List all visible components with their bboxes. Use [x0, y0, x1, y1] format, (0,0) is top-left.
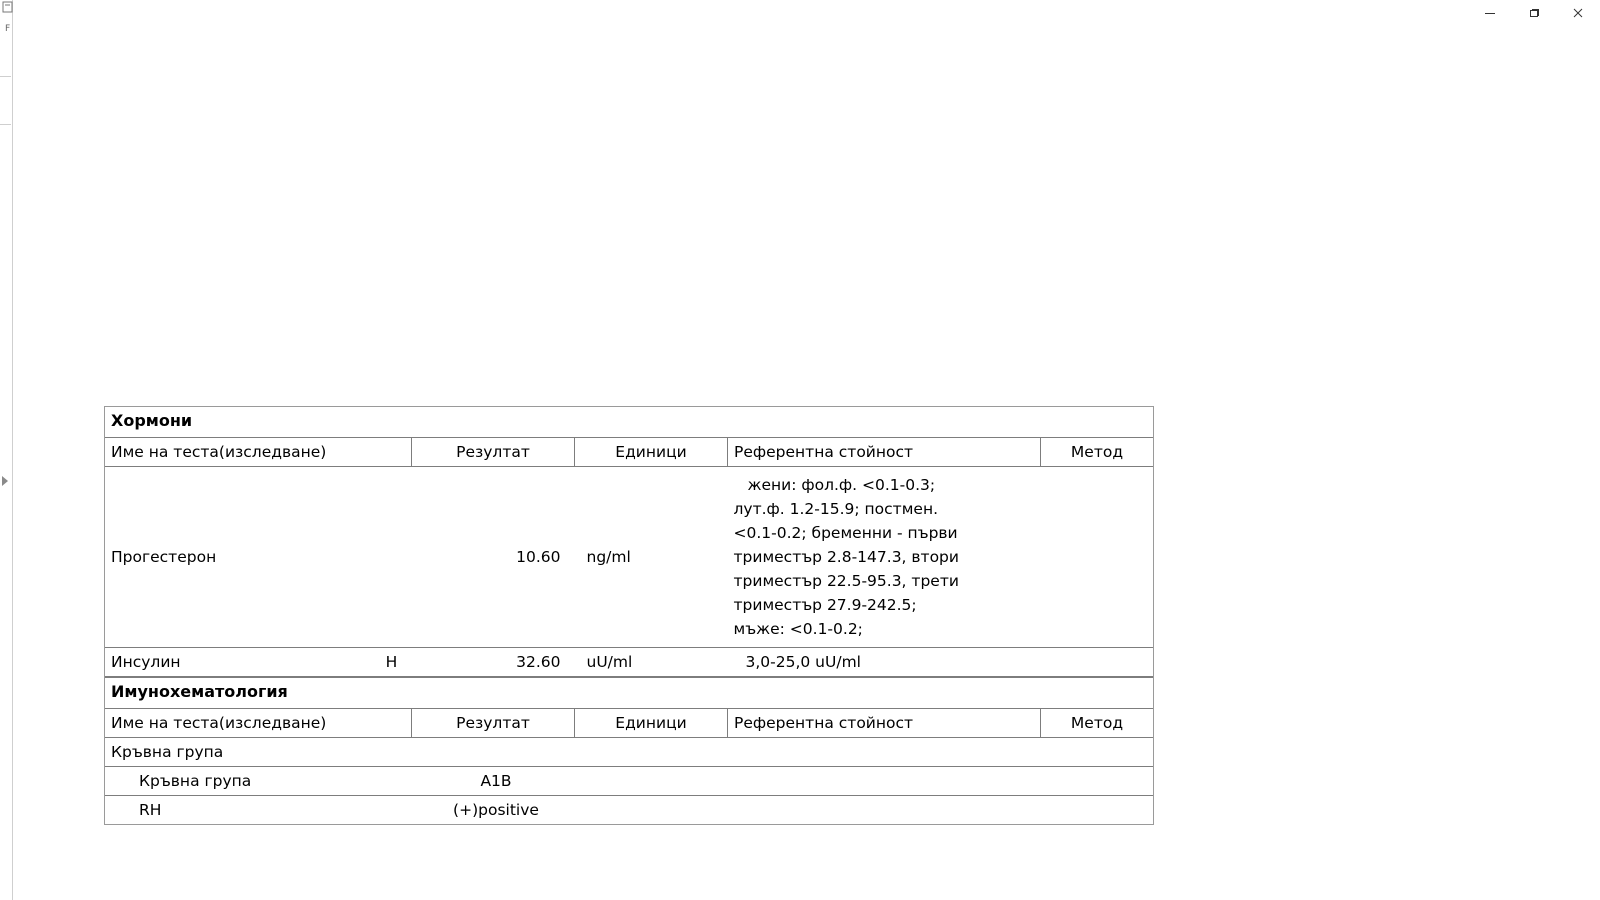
- table-row: [105, 766, 1153, 795]
- test-group-label: Кръвна група: [111, 742, 224, 761]
- test-name: Прогестерон: [105, 466, 372, 647]
- reference-range: [728, 766, 1041, 795]
- rail-segment-bottom: [0, 76, 11, 125]
- column-header-units: Единици: [575, 437, 728, 466]
- test-method: [1041, 766, 1154, 795]
- table-row: [105, 795, 1153, 824]
- test-result: 32.60: [412, 647, 575, 677]
- test-units: [575, 795, 728, 824]
- column-header-name: Име на теста(изследване): [105, 437, 412, 466]
- column-header-units: Единици: [575, 708, 728, 737]
- result-flag: [372, 466, 412, 647]
- column-header-row-hormones: [105, 437, 1153, 466]
- test-result: (+)positive: [412, 795, 575, 824]
- column-header-name: Име на теста(изследване): [105, 708, 412, 737]
- reference-range: [728, 795, 1041, 824]
- maximize-button[interactable]: [1512, 0, 1556, 26]
- result-flag: H: [372, 647, 412, 677]
- column-header-result: Резултат: [412, 708, 575, 737]
- column-header-method: Метод: [1041, 437, 1154, 466]
- test-result: A1B: [412, 766, 575, 795]
- test-name: RH: [105, 795, 412, 824]
- test-group-row: [105, 737, 1153, 766]
- window-titlebar: [0, 0, 1600, 26]
- column-header-reference: Референтна стойност: [728, 437, 1041, 466]
- lab-results-table: [105, 407, 1153, 824]
- reference-line: триместър 22.5-95.3, трети: [733, 571, 959, 590]
- section-title: Имунохематология: [105, 677, 1153, 708]
- test-units: ng/ml: [575, 466, 728, 647]
- reference-line: мъже: <0.1-0.2;: [733, 619, 863, 638]
- column-header-row-immunohematology: [105, 708, 1153, 737]
- column-header-result: Резултат: [412, 437, 575, 466]
- test-name: Кръвна група: [105, 766, 412, 795]
- test-units: uU/ml: [575, 647, 728, 677]
- rail-segment-top: [0, 40, 11, 77]
- app-logo-icon: [2, 1, 16, 15]
- table-row: [105, 466, 1153, 647]
- left-rail: [0, 0, 13, 900]
- sidebar-label: F: [5, 24, 11, 34]
- reference-line: лут.ф. 1.2-15.9; постмен.: [733, 499, 939, 518]
- test-units: [575, 766, 728, 795]
- column-header-method: Метод: [1041, 708, 1154, 737]
- reference-line: жени: фол.ф. <0.1-0.3;: [747, 475, 936, 494]
- expand-panel-arrow-icon[interactable]: [2, 476, 8, 486]
- section-header-immunohematology: [105, 677, 1153, 708]
- test-method: [1041, 647, 1154, 677]
- column-header-reference: Референтна стойност: [728, 708, 1041, 737]
- reference-line: триместър 27.9-242.5;: [733, 595, 917, 614]
- section-header-hormones: [105, 407, 1153, 437]
- reference-range: [728, 466, 1041, 647]
- close-button[interactable]: [1556, 0, 1600, 26]
- table-row: [105, 647, 1153, 677]
- reference-line: триместър 2.8-147.3, втори: [733, 547, 959, 566]
- test-name: Инсулин: [105, 647, 372, 677]
- minimize-button[interactable]: [1468, 0, 1512, 26]
- test-method: [1041, 466, 1154, 647]
- reference-line: <0.1-0.2; бременни - първи: [733, 523, 958, 542]
- test-method: [1041, 795, 1154, 824]
- reference-range: 3,0-25,0 uU/ml: [728, 647, 1041, 677]
- test-result: 10.60: [412, 466, 575, 647]
- report-sheet: [104, 406, 1154, 825]
- section-title: Хормони: [105, 407, 1153, 437]
